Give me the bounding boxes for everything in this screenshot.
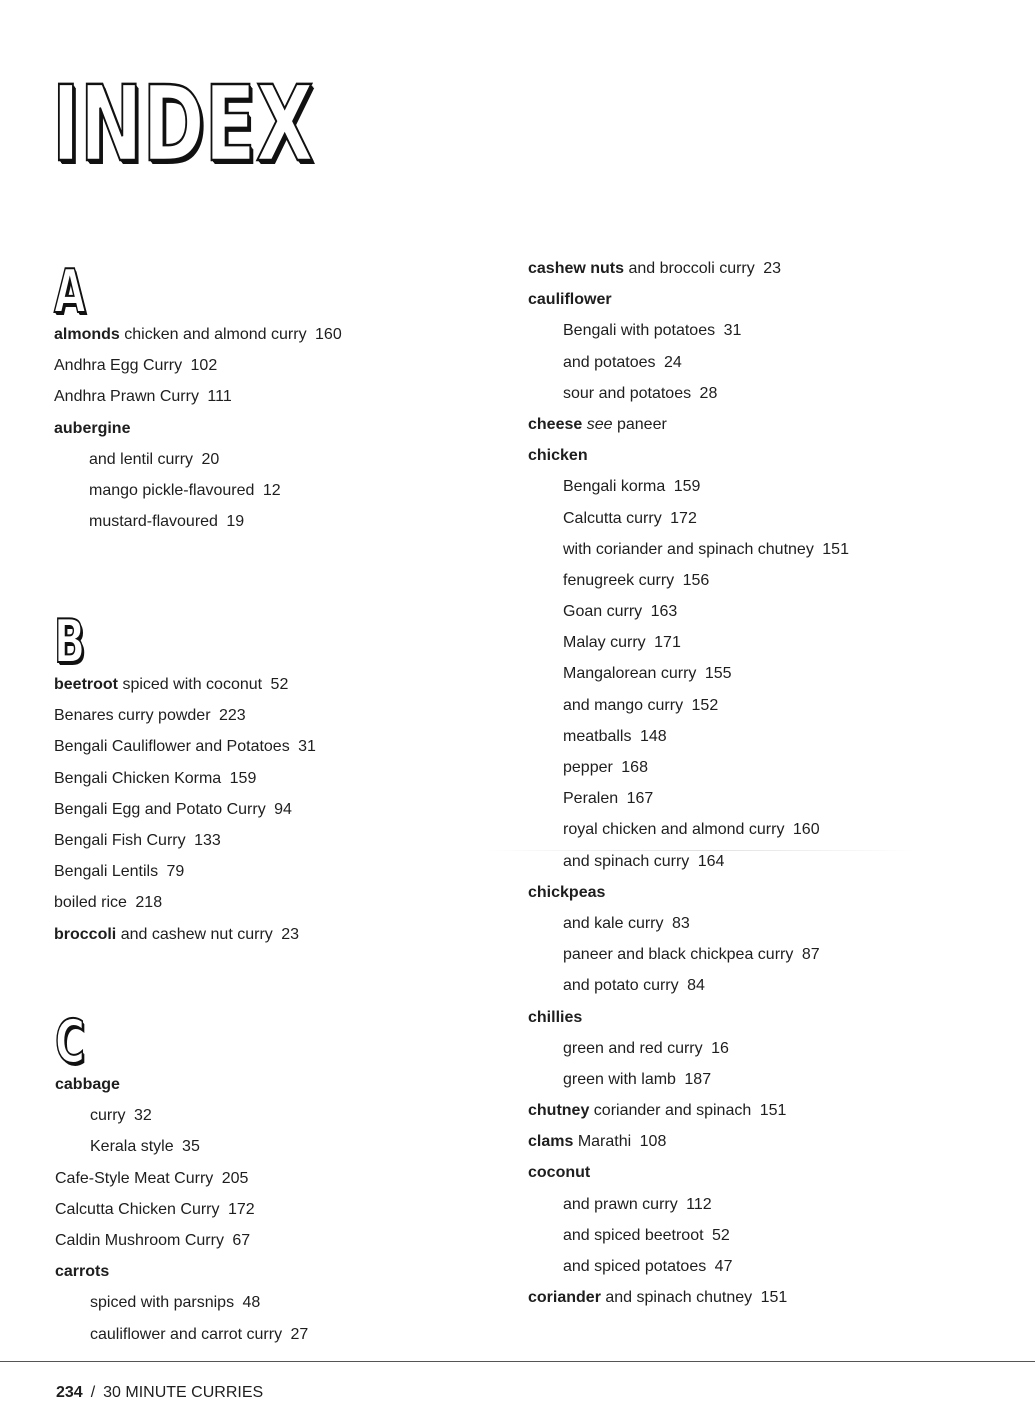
- index-subentry: [528, 315, 849, 346]
- page-reference: 160: [792, 821, 820, 839]
- entry-text: fenugreek curry: [563, 571, 675, 589]
- entry-text: and prawn curry: [563, 1195, 678, 1213]
- index-entry: [528, 1282, 849, 1313]
- index-entry: [55, 1256, 308, 1287]
- page-reference: 148: [639, 727, 667, 745]
- index-entry: [528, 1157, 849, 1188]
- entry-text: and spiced potatoes: [563, 1258, 707, 1275]
- page-reference: 111: [207, 388, 232, 406]
- entry-text: and spiced beetroot: [563, 1226, 704, 1244]
- index-subentry: [54, 444, 342, 475]
- index-entry: [54, 350, 342, 381]
- index-entry: [528, 440, 849, 471]
- entry-heading: chicken: [528, 447, 588, 465]
- entry-text: Andhra Egg Curry: [54, 357, 183, 375]
- index-list-a: [54, 319, 342, 537]
- entry-text: Goan curry: [563, 603, 643, 621]
- page-reference: 67: [232, 1231, 251, 1249]
- page-reference: 27: [290, 1325, 309, 1343]
- page-reference: 94: [274, 800, 292, 818]
- page-reference: 28: [699, 384, 718, 402]
- index-subentry: [528, 908, 849, 939]
- page-title: INDEX: [52, 63, 314, 185]
- index-subentry: [55, 1100, 308, 1131]
- page-reference: 83: [671, 914, 690, 932]
- entry-text: pepper: [563, 759, 613, 776]
- page-reference: 160: [315, 326, 342, 343]
- page-reference: 205: [221, 1169, 249, 1187]
- index-subentry: [528, 658, 849, 689]
- section-letter-a: A: [54, 257, 86, 327]
- index-entry: [54, 319, 342, 350]
- entry-text: and potatoes: [563, 353, 656, 371]
- entry-text: Bengali Fish Curry: [54, 831, 186, 849]
- entry-heading: beetroot: [54, 676, 118, 693]
- index-entry: [54, 731, 316, 762]
- index-subentry: [528, 347, 849, 378]
- index-subentry: [528, 627, 849, 658]
- page-reference: 171: [654, 634, 681, 652]
- entry-text: and potato curry: [563, 977, 679, 995]
- entry-heading: chutney: [528, 1102, 590, 1120]
- index-subentry: [528, 970, 849, 1001]
- entry-text: chicken and almond curry: [124, 326, 307, 343]
- entry-text: royal chicken and almond curry: [563, 821, 785, 839]
- entry-heading: coconut: [528, 1164, 591, 1182]
- footer-rule: [0, 1361, 1035, 1362]
- page-reference: 52: [270, 676, 289, 693]
- page-reference: 19: [226, 513, 245, 531]
- index-entry: [54, 919, 316, 950]
- entry-text: cauliflower and carrot curry: [90, 1325, 283, 1343]
- index-subentry: [528, 783, 849, 814]
- entry-text: Cafe-Style Meat Curry: [55, 1169, 214, 1187]
- page-reference: 16: [711, 1039, 729, 1057]
- page-reference: 223: [218, 707, 246, 725]
- entry-text: Caldin Mushroom Curry: [55, 1231, 224, 1249]
- page-number: 234: [56, 1384, 83, 1401]
- page-reference: 151: [759, 1102, 787, 1120]
- index-subentry: [528, 721, 849, 752]
- entry-heading: coriander: [528, 1289, 601, 1307]
- page-reference: 164: [697, 852, 725, 870]
- page-reference: 112: [686, 1195, 712, 1213]
- entry-text: Peralen: [563, 790, 619, 808]
- entry-text: and lentil curry: [89, 450, 194, 468]
- page-reference: 52: [712, 1226, 730, 1244]
- index-entry: [55, 1194, 308, 1225]
- page-reference: 47: [714, 1258, 733, 1275]
- page-reference: 32: [134, 1107, 152, 1125]
- entry-heading: chickpeas: [528, 883, 606, 901]
- index-entry: [528, 1126, 849, 1157]
- entry-text: Marathi: [577, 1133, 632, 1151]
- index-subentry: [528, 503, 849, 534]
- index-subentry: [528, 939, 849, 970]
- entry-text: mango pickle-flavoured: [89, 481, 255, 499]
- entry-text: Bengali Egg and Potato Curry: [54, 800, 266, 818]
- entry-text: Bengali Chicken Korma: [54, 769, 222, 787]
- index-subentry: [528, 1064, 849, 1095]
- entry-text: paneer: [616, 415, 667, 433]
- entry-heading: cabbage: [55, 1076, 120, 1093]
- entry-text: mustard-flavoured: [89, 513, 218, 531]
- entry-text: and spinach curry: [563, 852, 690, 870]
- page-reference: 24: [663, 353, 682, 371]
- entry-heading: cheese: [528, 415, 583, 433]
- index-entry: [54, 669, 316, 700]
- page-reference: 152: [691, 696, 719, 714]
- index-entry: [528, 1095, 849, 1126]
- entry-heading: cashew nuts: [528, 260, 625, 277]
- entry-text: Bengali with potatoes: [563, 322, 716, 340]
- page-reference: 168: [621, 759, 648, 776]
- index-entry: [54, 856, 316, 887]
- entry-text: Calcutta curry: [563, 509, 662, 527]
- index-list-c-continued: [528, 253, 849, 1313]
- entry-heading: almonds: [54, 326, 120, 343]
- page-reference: 172: [670, 509, 697, 527]
- entry-text: paneer and black chickpea curry: [563, 946, 794, 964]
- page-reference: 155: [704, 665, 732, 683]
- index-entry: [54, 763, 316, 794]
- entry-heading: clams: [528, 1133, 574, 1151]
- page-reference: 12: [262, 481, 281, 499]
- entry-heading: aubergine: [54, 419, 131, 437]
- page-reference: 20: [201, 450, 220, 468]
- page-reference: 108: [639, 1133, 667, 1151]
- index-subentry: [528, 1189, 849, 1220]
- index-entry: [55, 1069, 308, 1100]
- index-list-c: [55, 1069, 308, 1350]
- entry-text: meatballs: [563, 727, 632, 745]
- entry-text: Calcutta Chicken Curry: [55, 1200, 220, 1218]
- page-reference: 23: [281, 925, 300, 943]
- page-fold-shadow: [485, 850, 915, 851]
- entry-text: Bengali korma: [563, 478, 666, 496]
- index-subentry: [528, 471, 849, 502]
- entry-heading: broccoli: [54, 925, 117, 943]
- page-reference: 48: [242, 1294, 261, 1312]
- entry-text: and mango curry: [563, 696, 684, 714]
- page-reference: 187: [684, 1070, 712, 1088]
- page-reference: 102: [190, 357, 218, 375]
- index-entry: [54, 413, 342, 444]
- entry-text: Mangalorean curry: [563, 665, 697, 683]
- index-entry: [528, 409, 849, 440]
- index-subentry: [54, 475, 342, 506]
- entry-text: sour and potatoes: [563, 384, 692, 402]
- index-subentry: [528, 378, 849, 409]
- index-subentry: [528, 1033, 849, 1064]
- index-entry: [528, 1002, 849, 1033]
- page-reference: 151: [760, 1289, 788, 1307]
- entry-text: and broccoli curry: [628, 260, 755, 277]
- page-reference: 172: [227, 1200, 255, 1218]
- page-reference: 79: [166, 863, 185, 881]
- page-reference: 133: [194, 831, 221, 849]
- page-reference: 163: [650, 603, 678, 621]
- see-reference: see: [586, 415, 613, 433]
- page-footer: [56, 1384, 263, 1402]
- page-reference: 23: [763, 260, 782, 277]
- index-subentry: [528, 565, 849, 596]
- section-letter-b: B: [54, 607, 86, 677]
- entry-heading: carrots: [55, 1263, 110, 1281]
- entry-text: and cashew nut curry: [120, 925, 273, 943]
- footer-separator: /: [90, 1384, 96, 1401]
- index-subentry: [528, 814, 849, 845]
- entry-text: Andhra Prawn Curry: [54, 388, 199, 406]
- entry-text: with coriander and spinach chutney: [563, 540, 814, 558]
- index-subentry: [55, 1131, 308, 1162]
- page-reference: 31: [723, 322, 742, 340]
- index-entry: [54, 887, 316, 918]
- entry-text: spiced with parsnips: [90, 1294, 235, 1312]
- page-reference: 84: [687, 977, 705, 995]
- index-list-b: [54, 669, 316, 950]
- page-reference: 87: [801, 946, 820, 964]
- index-subentry: [55, 1287, 308, 1318]
- index-entry: [55, 1225, 308, 1256]
- page-reference: 151: [822, 540, 849, 558]
- entry-text: Malay curry: [563, 634, 646, 652]
- index-entry: [54, 700, 316, 731]
- index-subentry: [54, 506, 342, 537]
- index-entry: [54, 794, 316, 825]
- page-reference: 159: [673, 478, 701, 496]
- entry-text: Benares curry powder: [54, 707, 211, 725]
- entry-text: Kerala style: [90, 1138, 174, 1156]
- entry-text: boiled rice: [54, 894, 127, 912]
- entry-text: Bengali Lentils: [54, 863, 159, 881]
- page-reference: 167: [626, 790, 654, 808]
- index-entry: [55, 1163, 308, 1194]
- index-subentry: [528, 596, 849, 627]
- entry-text: and kale curry: [563, 914, 664, 932]
- index-subentry: [528, 534, 849, 565]
- index-subentry: [55, 1319, 308, 1350]
- index-subentry: [528, 1220, 849, 1251]
- index-entry: [528, 877, 849, 908]
- index-subentry: [528, 752, 849, 783]
- book-title: 30 MINUTE CURRIES: [103, 1384, 264, 1401]
- index-entry: [54, 825, 316, 856]
- index-entry: [528, 253, 849, 284]
- index-entry: [528, 284, 849, 315]
- entry-text: and spinach chutney: [605, 1289, 753, 1307]
- index-subentry: [528, 1251, 849, 1282]
- index-subentry: [528, 690, 849, 721]
- entry-text: green with lamb: [563, 1070, 676, 1088]
- entry-heading: cauliflower: [528, 291, 612, 309]
- entry-text: coriander and spinach: [593, 1102, 752, 1120]
- page-reference: 31: [298, 738, 316, 756]
- entry-text: spiced with coconut: [122, 676, 263, 693]
- entry-heading: chillies: [528, 1008, 583, 1026]
- section-letter-c: C: [55, 1007, 85, 1077]
- page-reference: 159: [229, 769, 257, 787]
- entry-text: Bengali Cauliflower and Potatoes: [54, 738, 290, 756]
- index-entry: [54, 381, 342, 412]
- page-reference: 35: [182, 1138, 200, 1156]
- page-reference: 156: [682, 571, 710, 589]
- page-reference: 218: [135, 894, 163, 912]
- entry-text: green and red curry: [563, 1039, 703, 1057]
- entry-text: curry: [90, 1107, 126, 1125]
